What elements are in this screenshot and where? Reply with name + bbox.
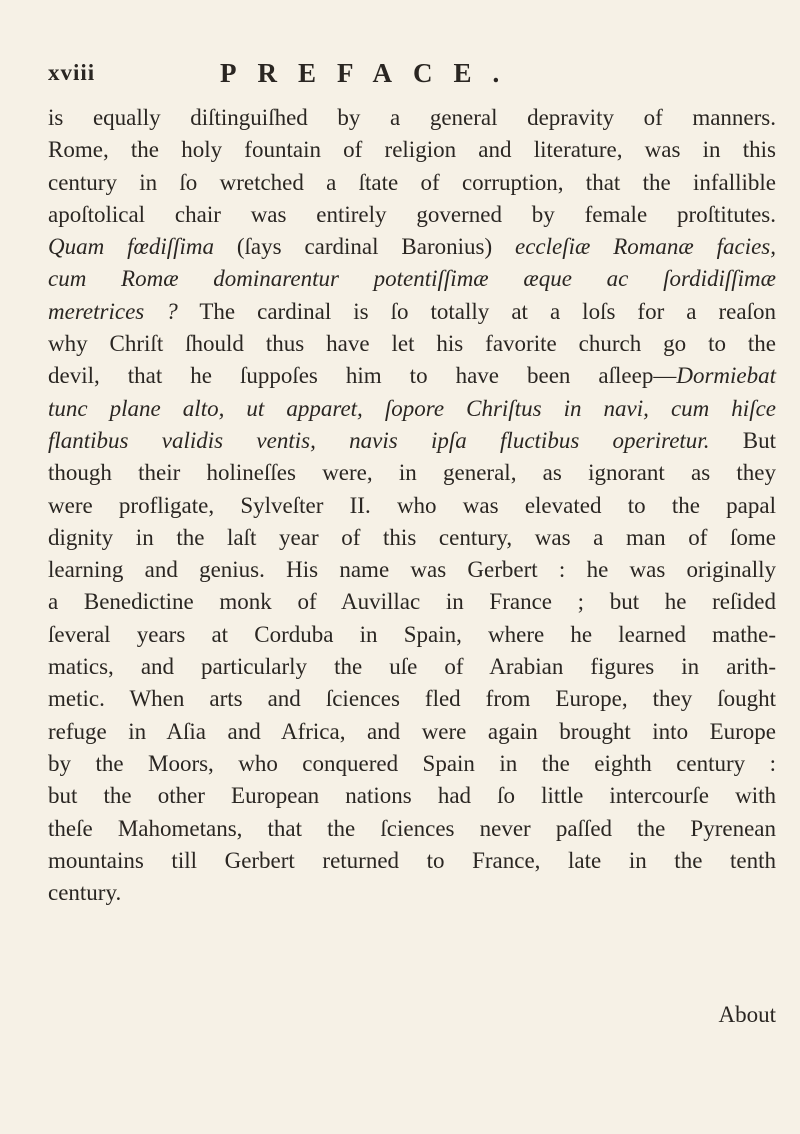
text-line: [48, 425, 776, 457]
text-line: [48, 877, 776, 909]
text-line: [48, 780, 776, 812]
running-head: [48, 60, 788, 100]
text-line: [48, 231, 776, 263]
text-run: theſe Mahometans, that the ſciences never paſſed the Pyrenean: [48, 815, 776, 841]
text-run: though their holineſſes were, in general, as ignorant as they: [48, 460, 776, 486]
text-line: [48, 490, 776, 522]
italic-text: cum hiſce: [670, 395, 777, 421]
italic-text: tunc plane alto,: [48, 395, 225, 421]
running-title: PREFACE.: [220, 58, 521, 88]
text-line: [48, 716, 776, 748]
text-run: apoſtolical chair was entirely governed by female proſtitutes.: [48, 201, 776, 227]
italic-text: cum Romæ dominarentur potentiſſimæ æque ac ſordidiſſimæ: [48, 266, 776, 292]
text-line: [48, 554, 776, 586]
text-run: (ſays cardinal Baronius): [214, 234, 515, 260]
text-line: [48, 845, 776, 877]
text-run: but the other European nations had ſo little intercourſe with: [48, 783, 776, 809]
page-number: xviii: [48, 60, 96, 85]
text-run: matics, and particularly the uſe of Arabian figures in arith-: [48, 654, 776, 680]
text-line: [48, 360, 776, 392]
italic-text: ut apparet,: [246, 395, 363, 421]
italic-text: navis ipſa fluctibus operiretur.: [349, 427, 710, 453]
text-line: [48, 683, 776, 715]
text-line: [48, 328, 776, 360]
text-line: [48, 167, 776, 199]
italic-text: eccleſiæ Romanæ facies,: [515, 234, 776, 260]
text-run: learning and genius. His name was Gerbert : he was originally: [48, 557, 776, 583]
text-run: century.: [48, 880, 122, 906]
italic-text: Quam fœdiſſima: [48, 234, 214, 260]
text-run: The cardinal is ſo totally at a loſs for a reaſon: [177, 298, 776, 324]
text-run: But: [709, 427, 776, 453]
text-line: [48, 619, 776, 651]
italic-text: ſopore Chriſtus in navi,: [384, 395, 649, 421]
text-run: by the Moors, who conquered Spain in the eighth century :: [48, 750, 776, 776]
text-line: [48, 457, 776, 489]
text-run: century in ſo wretched a ſtate of corruption, that the infallible: [48, 169, 776, 195]
text-run: refuge in Aſia and Africa, and were again brought into Europe: [48, 718, 776, 744]
text-line: [48, 393, 776, 425]
text-line: [48, 134, 776, 166]
text-run: Rome, the holy fountain of religion and literature, was in this: [48, 137, 776, 163]
italic-text: meretrices ?: [48, 298, 178, 324]
text-run: [363, 396, 385, 421]
text-line: [48, 199, 776, 231]
italic-text: Dormiebat: [676, 363, 776, 389]
text-line: [48, 748, 776, 780]
catchword: About: [718, 1002, 776, 1027]
text-run: [224, 396, 246, 421]
text-run: were profligate, Sylveſter II. who was elevated to the papal: [48, 492, 776, 518]
text-run: metic. When arts and ſciences fled from Europe, they ſought: [48, 686, 776, 712]
text-line: [48, 651, 776, 683]
text-line: [48, 263, 776, 295]
text-run: ſeveral years at Corduba in Spain, where he learned mathe-: [48, 621, 776, 647]
text-run: a Benedictine monk of Auvillac in France ; but he reſided: [48, 589, 776, 615]
text-run: [649, 396, 671, 421]
text-line: [48, 586, 776, 618]
text-run: why Chriſt ſhould thus have let his favorite church go to the: [48, 331, 776, 357]
text-run: devil, that he ſuppoſes him to have been aſleep—: [48, 363, 677, 389]
body-text: [48, 102, 776, 909]
text-run: mountains till Gerbert returned to France, late in the tenth: [48, 847, 776, 873]
text-line: [48, 522, 776, 554]
text-run: dignity in the laſt year of this century, was a man of ſome: [48, 524, 776, 550]
text-line: [48, 296, 776, 328]
italic-text: flantibus validis ventis,: [48, 427, 316, 453]
text-line: [48, 102, 776, 134]
text-line: [48, 813, 776, 845]
text-run: [316, 428, 349, 453]
text-run: is equally diſtinguiſhed by a general depravity of manners.: [48, 105, 776, 130]
